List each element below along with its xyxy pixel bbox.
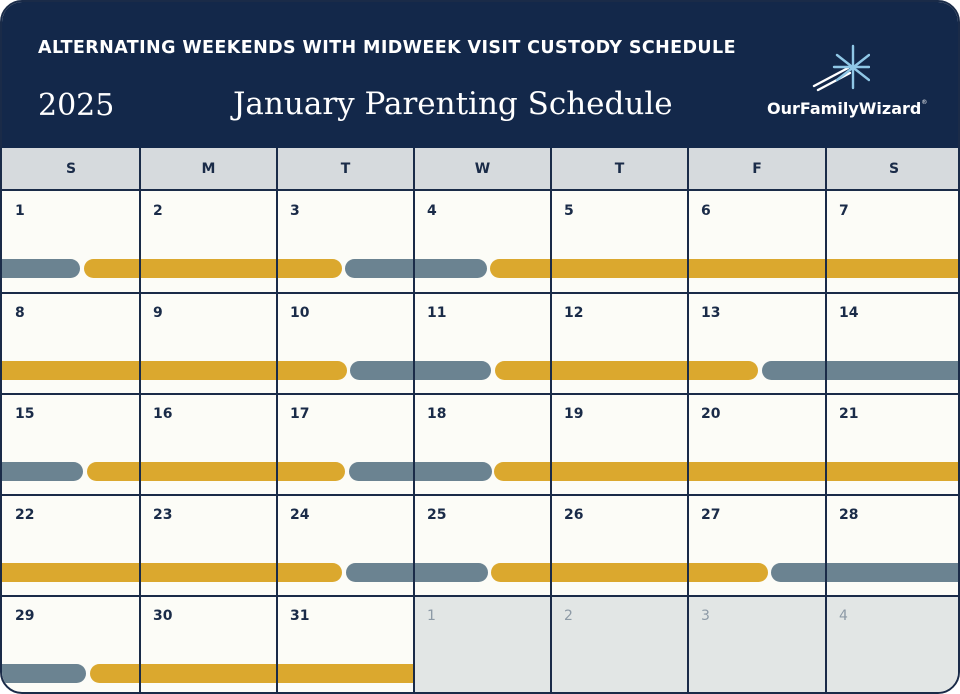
grid-divider — [2, 393, 960, 395]
weekday-label: T — [614, 161, 625, 177]
custody-bar-parent-a — [495, 361, 758, 380]
day-number: 19 — [564, 406, 584, 422]
grid-divider — [2, 292, 960, 294]
weekday-label: M — [201, 161, 216, 177]
grid-divider — [139, 148, 141, 694]
day-number: 16 — [153, 406, 173, 422]
custody-bar-parent-b — [349, 462, 492, 481]
brand-name: OurFamilyWizard — [767, 99, 922, 118]
day-number: 5 — [564, 203, 574, 219]
day-number: 17 — [290, 406, 310, 422]
day-cell-next-month[interactable] — [414, 596, 551, 694]
day-number: 12 — [564, 305, 584, 321]
day-number: 11 — [427, 305, 447, 321]
day-number: 9 — [153, 305, 163, 321]
day-number: 14 — [839, 305, 859, 321]
custody-bar-parent-b — [350, 361, 491, 380]
custody-bar-parent-a — [84, 259, 342, 278]
grid-divider — [276, 148, 278, 694]
snowflake-asterisk-icon — [810, 42, 870, 92]
custody-bar-parent-a — [491, 563, 768, 582]
day-number: 23 — [153, 507, 173, 523]
custody-bar-parent-a — [0, 563, 342, 582]
day-number: 3 — [290, 203, 300, 219]
custody-bar-parent-b — [771, 563, 960, 582]
day-number: 10 — [290, 305, 310, 321]
grid-divider — [825, 148, 827, 694]
calendar-header — [2, 2, 960, 148]
custody-bar-parent-b — [0, 664, 86, 683]
day-number: 1 — [15, 203, 25, 219]
grid-divider — [2, 595, 960, 597]
custody-bar-parent-a — [490, 259, 960, 278]
day-number: 2 — [153, 203, 163, 219]
custody-bar-parent-b — [762, 361, 960, 380]
grid-divider — [2, 494, 960, 496]
day-number: 26 — [564, 507, 584, 523]
weekday-label: F — [752, 161, 762, 177]
page-title: January Parenting Schedule — [233, 86, 673, 122]
calendar-grid — [2, 148, 960, 694]
day-number: 29 — [15, 608, 35, 624]
day-number: 28 — [839, 507, 859, 523]
day-number: 15 — [15, 406, 35, 422]
day-number: 25 — [427, 507, 447, 523]
custody-bar-parent-b — [0, 259, 80, 278]
day-number: 4 — [427, 203, 437, 219]
day-number: 18 — [427, 406, 447, 422]
day-number: 24 — [290, 507, 310, 523]
day-number: 6 — [701, 203, 711, 219]
weekday-label: S — [65, 161, 77, 177]
custody-bar-parent-a — [494, 462, 960, 481]
weekday-label: W — [474, 161, 491, 177]
day-number: 21 — [839, 406, 859, 422]
day-number: 30 — [153, 608, 173, 624]
day-number: 8 — [15, 305, 25, 321]
day-cell-next-month[interactable] — [551, 596, 688, 694]
registered-mark: ® — [921, 99, 928, 106]
day-number: 20 — [701, 406, 721, 422]
year-label: 2025 — [38, 88, 115, 123]
grid-divider — [413, 148, 415, 694]
day-number: 22 — [15, 507, 35, 523]
grid-divider — [687, 148, 689, 694]
weekday-header-row — [2, 148, 960, 191]
weekday-label: T — [340, 161, 351, 177]
day-cell-next-month[interactable] — [688, 596, 826, 694]
custody-bar-parent-b — [345, 259, 487, 278]
brand-logo — [767, 99, 927, 118]
custody-bar-parent-b — [0, 462, 83, 481]
day-number: 31 — [290, 608, 310, 624]
day-number: 13 — [701, 305, 721, 321]
schedule-subtitle: ALTERNATING WEEKENDS WITH MIDWEEK VISIT CUSTODY SCHEDULE — [38, 38, 736, 58]
weekday-label: S — [888, 161, 900, 177]
day-number: 1 — [427, 608, 436, 624]
day-number: 7 — [839, 203, 849, 219]
day-number: 2 — [564, 608, 573, 624]
day-number: 4 — [839, 608, 848, 624]
day-number: 27 — [701, 507, 721, 523]
day-cell-next-month[interactable] — [826, 596, 960, 694]
custody-bar-parent-b — [346, 563, 488, 582]
custody-bar-parent-a — [0, 361, 347, 380]
custody-bar-parent-a — [87, 462, 345, 481]
day-number: 3 — [701, 608, 710, 624]
grid-divider — [550, 148, 552, 694]
